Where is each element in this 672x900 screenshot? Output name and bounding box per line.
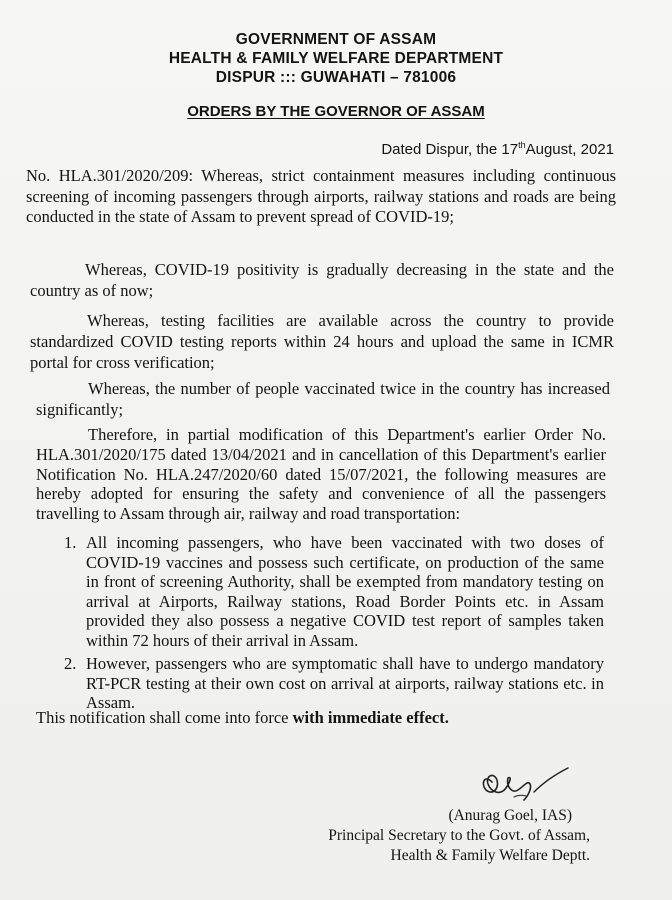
header-government: GOVERNMENT OF ASSAM <box>235 31 437 48</box>
signatory-block <box>300 806 590 866</box>
closing-text: This notification shall come into force <box>36 708 293 727</box>
list-item-text: However, passengers who are symptomatic shall have to undergo mandatory RT-PCR testing at their own cost on arrival at airports, railway stations etc. in Assam. <box>86 654 604 712</box>
date-line <box>381 140 614 158</box>
paragraph-positivity: Whereas, COVID-19 positivity is gradually decreasing in the state and the country as of now; <box>30 260 614 300</box>
date-prefix: Dated Dispur, the 17 <box>381 141 519 158</box>
closing-emphasis: with immediate effect. <box>292 708 449 727</box>
paragraph-therefore: Therefore, in partial modification of this Department's earlier Order No. HLA.301/2020/175 dated 13/04/2021 and in cancellation of this Department's earlier Notification No. HLA.247/2020/60 dated 15/07/2021, the following measures are hereby adopted for ensuring the safety and convenience of all the passengers travelling to Assam through air, railway and road transportation: <box>36 425 606 524</box>
paragraph-vaccination: Whereas, the number of people vaccinated twice in the country has increased significantly; <box>36 379 610 419</box>
list-item-number: 2. <box>64 654 77 673</box>
paragraph-testing: Whereas, testing facilities are available across the country to provide standardized COVID testing reports within 24 hours and upload the same in ICMR portal for cross verification; <box>30 311 614 372</box>
closing-statement <box>36 708 596 728</box>
date-rest: August, 2021 <box>525 141 614 158</box>
list-item-number: 1. <box>64 533 77 552</box>
signatory-name: (Anurag Goel, IAS) <box>448 807 572 824</box>
list-item <box>64 654 604 713</box>
list-item <box>64 533 604 650</box>
paragraph-order-number: No. HLA.301/2020/209: Whereas, strict containment measures including continuous screening of incoming passengers through airports, railway stations and roads are being conducted in the state of Assam to prevent spread of COVID-19; <box>26 166 616 226</box>
list-item-text: All incoming passengers, who have been vaccinated with two doses of COVID-19 vaccines and possess such certificate, on production of the same in front of screening Authority, shall be exempted from mandatory testing on arrival at Airports, Railway stations, Road Border Points etc. in Assam provided they also possess a negative COVID test report of samples taken within 72 hours of their arrival in Assam. <box>86 533 604 650</box>
header-address: DISPUR ::: GUWAHATI – 781006 <box>215 69 457 86</box>
orders-title-text: ORDERS BY THE GOVERNOR OF ASSAM <box>187 103 485 120</box>
header-department: HEALTH & FAMILY WELFARE DEPARTMENT <box>168 50 504 67</box>
signatory-department: Health & Family Welfare Deptt. <box>390 847 590 864</box>
date-ordinal-suffix: th <box>518 140 526 150</box>
orders-title <box>0 103 672 120</box>
signatory-designation: Principal Secretary to the Govt. of Assam, <box>328 827 590 844</box>
handwritten-signature <box>478 762 574 806</box>
